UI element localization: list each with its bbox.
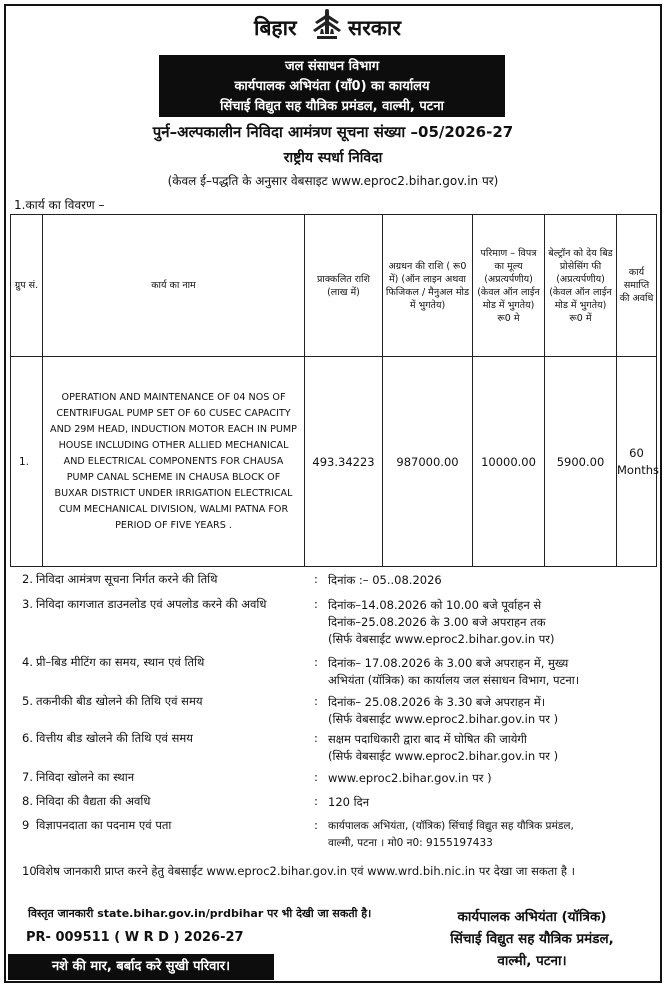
signature-block: [412, 906, 652, 972]
signatory-place: वाल्मी, पटना।: [497, 953, 567, 969]
row-estimated-cost: 493.34223: [305, 357, 383, 567]
signatory-division: सिंचाई विद्युत सह यौत्रिक प्रमंडल,: [450, 931, 614, 947]
item-number: 10: [22, 864, 37, 878]
row-completion-period: 60 Months: [617, 357, 657, 567]
col-header-estimated-cost: प्राक्कलित राशि (लाख में): [305, 215, 383, 357]
item-value: दिनांक– 25.08.2026 के 3.30 बजे अपराहन में। (सिर्फ वेबसाईट www.eproc2.bihar.gov.in पर ): [328, 695, 559, 726]
item-label: निविदा खोलने का स्थान: [36, 770, 135, 784]
department-name: जल संसाधन विभाग: [284, 59, 380, 74]
more-info-note: विस्तृत जानकारी state.bihar.gov.in/prdbihar पर भी देखी जा सकती है।: [28, 907, 372, 920]
col-header-completion-period: कार्य समाप्ति की अवधि: [617, 215, 657, 357]
item-label: निविदा कागजात डाउनलोड एवं अपलोड करने की अवधि: [36, 597, 267, 611]
division-name: सिंचाई विद्युत सह यौत्रिक प्रमंडल, वाल्मी, पटना: [220, 99, 444, 114]
item-value: www.eproc2.bihar.gov.in पर ): [328, 771, 492, 785]
item-value: दिनांक– 17.08.2026 के 3.00 बजे अपराहन में, मुख्य अभियंता (यॉत्रिक) का कार्यालय जल संसाधन विभाग, पटना।: [328, 656, 580, 687]
bihar-emblem-icon: [309, 8, 345, 44]
item-text: विशेष जानकारी प्राप्त करने हेतु वेबसाईट www.eproc2.bihar.gov.in एवं www.wrd.bih.nic.in पर देखा जा सकता है ।: [36, 864, 575, 878]
notice-note: (केवल ई–पद्धति के अनुसार वेबसाइट www.eproc2.bihar.gov.in पर): [167, 174, 499, 188]
item-value: दिनांक–14.08.2026 को 10.00 बजे पूर्वाहन से दिनांक–25.08.2026 के 3.00 बजे अपराहन तक (सिर्फ वेबसाईट www.eproc2.bihar.gov.in पर): [328, 598, 555, 646]
item-value: कार्यपालक अभियंता, (यॉत्रिक) सिंचाई विद्युत सह यौत्रिक प्रमंडल, वाल्मी, पटना । मो0 न0: 9155197433: [328, 820, 574, 849]
item-number: 9: [22, 818, 30, 832]
notice-subtitle: राष्ट्रीय स्पर्धा निविदा: [283, 150, 383, 166]
header-right-word: सरकार: [348, 16, 401, 40]
item-label: निविदा की वैद्यता की अवधि: [36, 794, 151, 808]
item-label: वित्तीय बीड खोलने की तिथि एवं समय: [36, 731, 193, 745]
item-number: 2.: [22, 572, 33, 586]
col-header-group-no: ग्रुप सं.: [11, 215, 43, 357]
header-left-word: बिहार: [254, 16, 297, 40]
section-work-details-label: 1.कार्य का विवरण –: [14, 198, 105, 212]
item-number: 4.: [22, 655, 33, 669]
row-work-name: OPERATION AND MAINTENANCE OF 04 NOS OF CENTRIFUGAL PUMP SET OF 60 CUSEC CAPACITY AND 29M HEAD, INDUCTION MOTOR EACH IN PUMP HOUSE INCLUDING OTHER ALLIED MECHANICAL AND ELECTRICAL COMPONENTS FOR CHAUSA PUMP CANAL SCHEME IN CHAUSA BLOCK OF BUXAR DISTRICT UNDER IRRIGATION ELECTRICAL CUM MECHANICAL DIVISION, WALMI PATNA FOR PERIOD OF FIVE YEARS .: [43, 357, 305, 567]
anti-drug-slogan: नशे की मार, बर्बाद करे सुखी परिवार।: [8, 954, 274, 980]
table-header-row: [11, 215, 657, 357]
col-header-bid-fee: बेल्ट्रॉन को देय बिड प्रोसेसिंग फी (अप्रत्यर्पणीय) (केवल ऑन लाईन मोड में भुगतेय) रू0 में: [545, 215, 617, 357]
govt-header: [0, 6, 666, 48]
item-label: तकनीकी बीड खोलने की तिथि एवं समय: [36, 694, 203, 708]
item-number: 8.: [22, 794, 33, 808]
item-value: दिनांक :– 05..08.2026: [328, 573, 442, 587]
item-number: 3.: [22, 597, 33, 611]
row-emd: 987000.00: [383, 357, 473, 567]
item-label: निविदा आमंत्रण सूचना निर्गत करने की तिथि: [36, 572, 218, 586]
col-header-work-name: कार्य का नाम: [43, 215, 305, 357]
department-banner: [159, 55, 505, 117]
item-value: सक्षम पदाधिकारी द्वारा बाद में घोषित की जायेगी (सिर्फ वेबसाईट www.eproc2.bihar.gov.in पर ): [328, 732, 559, 763]
col-header-boq-cost: परिमाण – विपत्र का मूल्य (अप्रत्यर्पणीय) (केवल ऑन लाईन मोड में भुगतेय) रू0 मे: [473, 215, 545, 357]
col-header-emd: अग्रधन की राशि ( रू0 में) (ऑन लाइन अथवा फिजिकल / मैनुअल मोड में भुगतेय): [383, 215, 473, 357]
work-details-table: [10, 214, 660, 567]
item-label: विज्ञापनदाता का पदनाम एवं पता: [36, 818, 172, 832]
item-number: 5.: [22, 694, 33, 708]
row-boq-cost: 10000.00: [473, 357, 545, 567]
row-group-no: 1.: [11, 357, 43, 567]
office-name: कार्यपालक अभियंता (याँ0) का कार्यालय: [234, 79, 430, 94]
pr-number: PR- 009511 ( W R D ) 2026-27: [26, 930, 244, 945]
signatory-title: कार्यपालक अभियंता (यॉत्रिक): [457, 909, 607, 925]
notice-title: पुर्न–अल्पकालीन निविदा आमंत्रण सूचना संख्या –05/2026-27: [152, 123, 514, 141]
item-number: 7.: [22, 770, 33, 784]
table-row: [11, 357, 657, 567]
row-bid-fee: 5900.00: [545, 357, 617, 567]
item-number: 6.: [22, 731, 33, 745]
item-label: प्री–बिड मीटिंग का समय, स्थान एवं तिथि: [36, 655, 205, 669]
item-value: 120 दिन: [328, 795, 370, 809]
